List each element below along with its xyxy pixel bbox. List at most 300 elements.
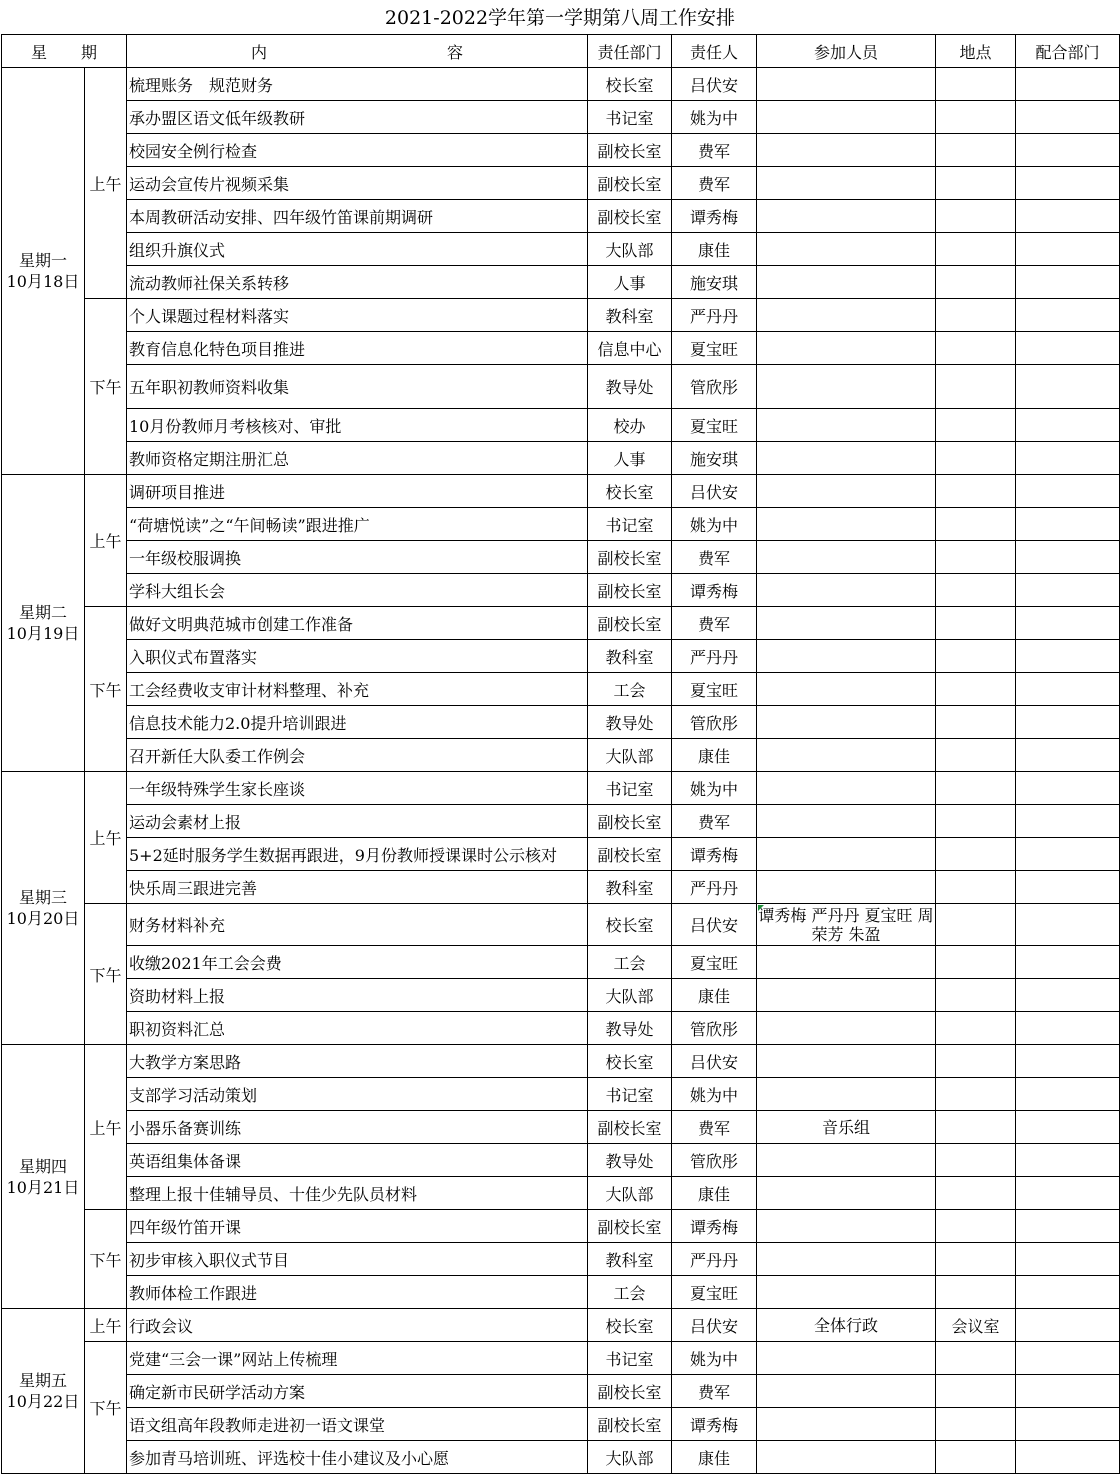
participants-cell	[757, 1078, 936, 1111]
participants-cell	[757, 706, 936, 739]
content-cell: 校园安全例行检查	[127, 134, 588, 167]
table-row	[2, 838, 1120, 871]
coop-cell	[1016, 1177, 1120, 1210]
person-cell: 谭秀梅	[672, 200, 757, 233]
content-cell: 个人课题过程材料落实	[127, 299, 588, 332]
participants-cell	[757, 739, 936, 772]
participants-cell: 谭秀梅 严丹丹 夏宝旺 周荣芳 朱盈	[758, 905, 934, 944]
dept-cell: 大队部	[588, 233, 672, 266]
participants-cell	[757, 68, 936, 101]
participants-cell: 音乐组	[757, 1111, 936, 1144]
table-row	[2, 299, 1120, 332]
content-cell: 职初资料汇总	[127, 1012, 588, 1045]
participants-cell	[757, 332, 936, 365]
dept-cell: 教导处	[588, 706, 672, 739]
table-row	[2, 1243, 1120, 1276]
coop-cell	[1016, 838, 1120, 871]
dept-cell: 副校长室	[588, 1210, 672, 1243]
header-content-a: 内	[250, 42, 267, 62]
dept-cell: 教科室	[588, 640, 672, 673]
coop-cell	[1016, 1408, 1120, 1441]
location-cell	[936, 805, 1016, 838]
participants-cell	[757, 1375, 936, 1408]
coop-cell	[1016, 1111, 1120, 1144]
person-cell: 康佳	[672, 739, 757, 772]
location-cell	[936, 946, 1016, 979]
coop-cell	[1016, 1144, 1120, 1177]
coop-cell	[1016, 233, 1120, 266]
location-cell	[936, 1177, 1016, 1210]
day-date: 10月19日	[6, 624, 80, 643]
dept-cell: 校长室	[588, 68, 672, 101]
table-row	[2, 1276, 1120, 1309]
participants-cell	[757, 805, 936, 838]
person-cell: 严丹丹	[672, 1243, 757, 1276]
participants-cell	[757, 946, 936, 979]
dept-cell: 副校长室	[588, 134, 672, 167]
location-cell	[936, 640, 1016, 673]
coop-cell	[1016, 409, 1120, 442]
day-date: 10月20日	[6, 909, 80, 928]
person-cell: 康佳	[672, 1441, 757, 1474]
coop-cell	[1016, 1243, 1120, 1276]
person-cell: 严丹丹	[672, 871, 757, 904]
participants-cell	[757, 442, 936, 475]
table-row	[2, 134, 1120, 167]
participants-cell	[757, 871, 936, 904]
table-row	[2, 1111, 1120, 1144]
coop-cell	[1016, 101, 1120, 134]
dept-cell: 大队部	[588, 979, 672, 1012]
day-cell	[2, 772, 85, 1045]
content-cell: 大教学方案思路	[127, 1045, 588, 1078]
dept-cell: 校长室	[588, 475, 672, 508]
day-cell	[2, 475, 85, 772]
content-cell: 四年级竹笛开课	[127, 1210, 588, 1243]
person-cell: 夏宝旺	[672, 1276, 757, 1309]
table-row	[2, 1342, 1120, 1375]
coop-cell	[1016, 1276, 1120, 1309]
schedule-body	[2, 68, 1120, 1474]
dept-cell: 副校长室	[588, 838, 672, 871]
content-cell: 党建“三会一课”网站上传梳理	[127, 1342, 588, 1375]
person-cell: 康佳	[672, 233, 757, 266]
participants-cell	[757, 772, 936, 805]
coop-cell	[1016, 1342, 1120, 1375]
coop-cell	[1016, 266, 1120, 299]
person-cell: 谭秀梅	[672, 1408, 757, 1441]
dept-cell: 工会	[588, 673, 672, 706]
person-cell: 姚为中	[672, 772, 757, 805]
person-cell: 费军	[672, 607, 757, 640]
dept-cell: 书记室	[588, 508, 672, 541]
table-row	[2, 1408, 1120, 1441]
person-cell: 夏宝旺	[672, 673, 757, 706]
table-row	[2, 772, 1120, 805]
header-dept: 责任部门	[588, 35, 672, 68]
content-cell: 做好文明典范城市创建工作准备	[127, 607, 588, 640]
location-cell	[936, 838, 1016, 871]
content-cell: 运动会素材上报	[127, 805, 588, 838]
dept-cell: 书记室	[588, 1078, 672, 1111]
person-cell: 吕伏安	[672, 904, 757, 946]
content-cell: 快乐周三跟进完善	[127, 871, 588, 904]
person-cell: 康佳	[672, 979, 757, 1012]
person-cell: 吕伏安	[672, 68, 757, 101]
dept-cell: 校长室	[588, 1045, 672, 1078]
participants-cell	[757, 1144, 936, 1177]
coop-cell	[1016, 607, 1120, 640]
person-cell: 夏宝旺	[672, 409, 757, 442]
day-name: 星期三	[18, 888, 67, 907]
coop-cell	[1016, 508, 1120, 541]
period-cell: 上午	[85, 475, 127, 607]
schedule-table	[1, 34, 1120, 1474]
table-row	[2, 805, 1120, 838]
content-cell: 本周教研活动安排、四年级竹笛课前期调研	[127, 200, 588, 233]
day-date: 10月22日	[6, 1392, 80, 1411]
coop-cell	[1016, 706, 1120, 739]
dept-cell: 副校长室	[588, 1111, 672, 1144]
table-row	[2, 1309, 1120, 1342]
table-row	[2, 673, 1120, 706]
content-cell: 运动会宣传片视频采集	[127, 167, 588, 200]
day-date: 10月18日	[6, 272, 80, 291]
dept-cell: 校长室	[588, 904, 672, 946]
participants-cell	[757, 134, 936, 167]
dept-cell: 教导处	[588, 1012, 672, 1045]
dept-cell: 书记室	[588, 101, 672, 134]
period-cell: 下午	[85, 1210, 127, 1309]
period-cell: 下午	[85, 299, 127, 475]
participants-cell	[757, 1243, 936, 1276]
location-cell	[936, 442, 1016, 475]
person-cell: 管欣彤	[672, 1012, 757, 1045]
location-cell	[936, 68, 1016, 101]
participants-cell	[757, 1045, 936, 1078]
content-cell: 学科大组长会	[127, 574, 588, 607]
content-cell: 承办盟区语文低年级教研	[127, 101, 588, 134]
dept-cell: 校办	[588, 409, 672, 442]
coop-cell	[1016, 299, 1120, 332]
person-cell: 谭秀梅	[672, 574, 757, 607]
dept-cell: 校长室	[588, 1309, 672, 1342]
dept-cell: 副校长室	[588, 574, 672, 607]
coop-cell	[1016, 134, 1120, 167]
participants-cell	[757, 838, 936, 871]
dept-cell: 大队部	[588, 1441, 672, 1474]
content-cell: 组织升旗仪式	[127, 233, 588, 266]
day-name: 星期一	[18, 251, 67, 270]
location-cell	[936, 904, 1016, 946]
coop-cell	[1016, 167, 1120, 200]
header-location: 地点	[936, 35, 1016, 68]
person-cell: 费军	[672, 805, 757, 838]
period-cell: 上午	[85, 68, 127, 299]
day-cell	[2, 1045, 85, 1309]
coop-cell	[1016, 871, 1120, 904]
header-coop: 配合部门	[1016, 35, 1120, 68]
dept-cell: 副校长室	[588, 1375, 672, 1408]
table-row	[2, 1012, 1120, 1045]
day-cell	[2, 68, 85, 475]
location-cell	[936, 1012, 1016, 1045]
table-row	[2, 167, 1120, 200]
content-cell: 语文组高年段教师走进初一语文课堂	[127, 1408, 588, 1441]
table-row	[2, 1177, 1120, 1210]
table-row	[2, 979, 1120, 1012]
location-cell	[936, 772, 1016, 805]
location-cell	[936, 1144, 1016, 1177]
person-cell: 费军	[672, 1111, 757, 1144]
dept-cell: 书记室	[588, 772, 672, 805]
content-cell: 参加青马培训班、评选校十佳小建议及小心愿	[127, 1441, 588, 1474]
participants-cell	[757, 101, 936, 134]
location-cell	[936, 1045, 1016, 1078]
content-cell: 资助材料上报	[127, 979, 588, 1012]
person-cell: 费军	[672, 1375, 757, 1408]
header-week-b: 期	[81, 42, 98, 62]
table-row	[2, 332, 1120, 365]
participants-cell	[757, 673, 936, 706]
location-cell	[936, 541, 1016, 574]
dept-cell: 教导处	[588, 365, 672, 409]
location-cell	[936, 1408, 1016, 1441]
table-row	[2, 200, 1120, 233]
person-cell: 管欣彤	[672, 365, 757, 409]
participants-cell	[757, 541, 936, 574]
coop-cell	[1016, 640, 1120, 673]
participants-cell	[757, 640, 936, 673]
header-content	[127, 35, 588, 68]
day-name: 星期五	[18, 1371, 67, 1390]
coop-cell	[1016, 574, 1120, 607]
coop-cell	[1016, 68, 1120, 101]
person-cell: 夏宝旺	[672, 946, 757, 979]
dept-cell: 副校长室	[588, 200, 672, 233]
participants-cell	[757, 1408, 936, 1441]
table-row	[2, 475, 1120, 508]
content-cell: 教师体检工作跟进	[127, 1276, 588, 1309]
content-cell: 梳理账务 规范财务	[127, 68, 588, 101]
dept-cell: 大队部	[588, 1177, 672, 1210]
table-row	[2, 233, 1120, 266]
coop-cell	[1016, 673, 1120, 706]
dept-cell: 副校长室	[588, 167, 672, 200]
location-cell	[936, 475, 1016, 508]
participants-cell	[757, 475, 936, 508]
coop-cell	[1016, 1078, 1120, 1111]
location-cell	[936, 266, 1016, 299]
table-row	[2, 409, 1120, 442]
coop-cell	[1016, 541, 1120, 574]
location-cell	[936, 332, 1016, 365]
coop-cell	[1016, 365, 1120, 409]
location-cell	[936, 508, 1016, 541]
content-cell: 调研项目推进	[127, 475, 588, 508]
person-cell: 吕伏安	[672, 1309, 757, 1342]
dept-cell: 副校长室	[588, 541, 672, 574]
table-row	[2, 1375, 1120, 1408]
participants-cell	[757, 508, 936, 541]
table-row	[2, 946, 1120, 979]
coop-cell	[1016, 946, 1120, 979]
participants-cell	[757, 979, 936, 1012]
location-cell	[936, 1078, 1016, 1111]
header-week-a: 星	[30, 42, 47, 62]
content-cell: 信息技术能力2.0提升培训跟进	[127, 706, 588, 739]
table-row	[2, 508, 1120, 541]
location-cell	[936, 365, 1016, 409]
table-row	[2, 101, 1120, 134]
content-cell: 五年职初教师资料收集	[127, 365, 588, 409]
person-cell: 施安琪	[672, 266, 757, 299]
coop-cell	[1016, 332, 1120, 365]
coop-cell	[1016, 805, 1120, 838]
dept-cell: 工会	[588, 946, 672, 979]
location-cell	[936, 200, 1016, 233]
participants-cell	[757, 1342, 936, 1375]
person-cell: 管欣彤	[672, 706, 757, 739]
table-row	[2, 871, 1120, 904]
location-cell	[936, 871, 1016, 904]
dept-cell: 人事	[588, 442, 672, 475]
location-cell	[936, 739, 1016, 772]
location-cell	[936, 233, 1016, 266]
content-cell: 英语组集体备课	[127, 1144, 588, 1177]
day-date: 10月21日	[6, 1177, 80, 1197]
participants-cell	[757, 607, 936, 640]
content-cell: 收缴2021年工会会费	[127, 946, 588, 979]
table-row	[2, 1045, 1120, 1078]
person-cell: 施安琪	[672, 442, 757, 475]
location-cell	[936, 101, 1016, 134]
dept-cell: 副校长室	[588, 805, 672, 838]
location-cell	[936, 574, 1016, 607]
participants-cell	[757, 1210, 936, 1243]
content-cell: 行政会议	[127, 1309, 588, 1342]
location-cell	[936, 1276, 1016, 1309]
location-cell	[936, 1111, 1016, 1144]
content-cell: 流动教师社保关系转移	[127, 266, 588, 299]
participants-cell	[757, 299, 936, 332]
person-cell: 费军	[672, 134, 757, 167]
participants-cell	[757, 365, 936, 409]
person-cell: 严丹丹	[672, 299, 757, 332]
period-cell: 下午	[85, 1342, 127, 1474]
dept-cell: 人事	[588, 266, 672, 299]
content-cell: 召开新任大队委工作例会	[127, 739, 588, 772]
content-cell: 一年级特殊学生家长座谈	[127, 772, 588, 805]
table-row	[2, 1078, 1120, 1111]
person-cell: 费军	[672, 167, 757, 200]
participants-cell	[757, 233, 936, 266]
person-cell: 姚为中	[672, 101, 757, 134]
participants-cell	[757, 1012, 936, 1045]
content-cell: 入职仪式布置落实	[127, 640, 588, 673]
dept-cell: 信息中心	[588, 332, 672, 365]
table-row	[2, 442, 1120, 475]
dept-cell: 工会	[588, 1276, 672, 1309]
header-content-b: 容	[447, 42, 464, 62]
content-cell: 小器乐备赛训练	[127, 1111, 588, 1144]
content-cell: 教育信息化特色项目推进	[127, 332, 588, 365]
person-cell: 吕伏安	[672, 475, 757, 508]
dept-cell: 教科室	[588, 1243, 672, 1276]
table-row	[2, 574, 1120, 607]
location-cell	[936, 1375, 1016, 1408]
location-cell: 会议室	[936, 1309, 1016, 1342]
participants-cell	[757, 1276, 936, 1309]
day-name: 星期二	[18, 603, 67, 622]
period-cell: 下午	[85, 607, 127, 772]
content-cell: 10月份教师月考核核对、审批	[127, 409, 588, 442]
dept-cell: 大队部	[588, 739, 672, 772]
dept-cell: 教导处	[588, 1144, 672, 1177]
coop-cell	[1016, 979, 1120, 1012]
coop-cell	[1016, 200, 1120, 233]
content-cell: 确定新市民研学活动方案	[127, 1375, 588, 1408]
coop-cell	[1016, 1309, 1120, 1342]
table-row	[2, 541, 1120, 574]
content-cell: 一年级校服调换	[127, 541, 588, 574]
content-cell: 支部学习活动策划	[127, 1078, 588, 1111]
person-cell: 姚为中	[672, 508, 757, 541]
location-cell	[936, 409, 1016, 442]
location-cell	[936, 979, 1016, 1012]
coop-cell	[1016, 1045, 1120, 1078]
participants-cell	[757, 266, 936, 299]
coop-cell	[1016, 1210, 1120, 1243]
location-cell	[936, 607, 1016, 640]
table-row	[2, 1210, 1120, 1243]
table-row	[2, 739, 1120, 772]
content-cell: 整理上报十佳辅导员、十佳少先队员材料	[127, 1177, 588, 1210]
header-row	[2, 35, 1120, 68]
participants-cell	[757, 200, 936, 233]
participants-cell	[757, 574, 936, 607]
location-cell	[936, 134, 1016, 167]
header-week	[2, 35, 127, 68]
header-person: 责任人	[672, 35, 757, 68]
period-cell: 上午	[85, 1309, 127, 1342]
person-cell: 姚为中	[672, 1342, 757, 1375]
day-name: 星期四	[18, 1156, 67, 1176]
person-cell: 严丹丹	[672, 640, 757, 673]
period-cell: 上午	[85, 1045, 127, 1210]
content-cell: 财务材料补充	[127, 904, 588, 946]
day-cell	[2, 1309, 85, 1474]
person-cell: 夏宝旺	[672, 332, 757, 365]
person-cell: 谭秀梅	[672, 1210, 757, 1243]
person-cell: 吕伏安	[672, 1045, 757, 1078]
participants-cell: 全体行政	[757, 1309, 936, 1342]
location-cell	[936, 167, 1016, 200]
coop-cell	[1016, 1375, 1120, 1408]
coop-cell	[1016, 475, 1120, 508]
content-cell: 工会经费收支审计材料整理、补充	[127, 673, 588, 706]
content-cell: 初步审核入职仪式节目	[127, 1243, 588, 1276]
coop-cell	[1016, 904, 1120, 946]
person-cell: 管欣彤	[672, 1144, 757, 1177]
page-title: 2021-2022学年第一学期第八周工作安排	[384, 7, 736, 29]
dept-cell: 副校长室	[588, 1408, 672, 1441]
participants-cell	[757, 1177, 936, 1210]
participants-cell	[757, 409, 936, 442]
comment-marker-icon	[758, 905, 764, 911]
person-cell: 姚为中	[672, 1078, 757, 1111]
table-row	[2, 706, 1120, 739]
